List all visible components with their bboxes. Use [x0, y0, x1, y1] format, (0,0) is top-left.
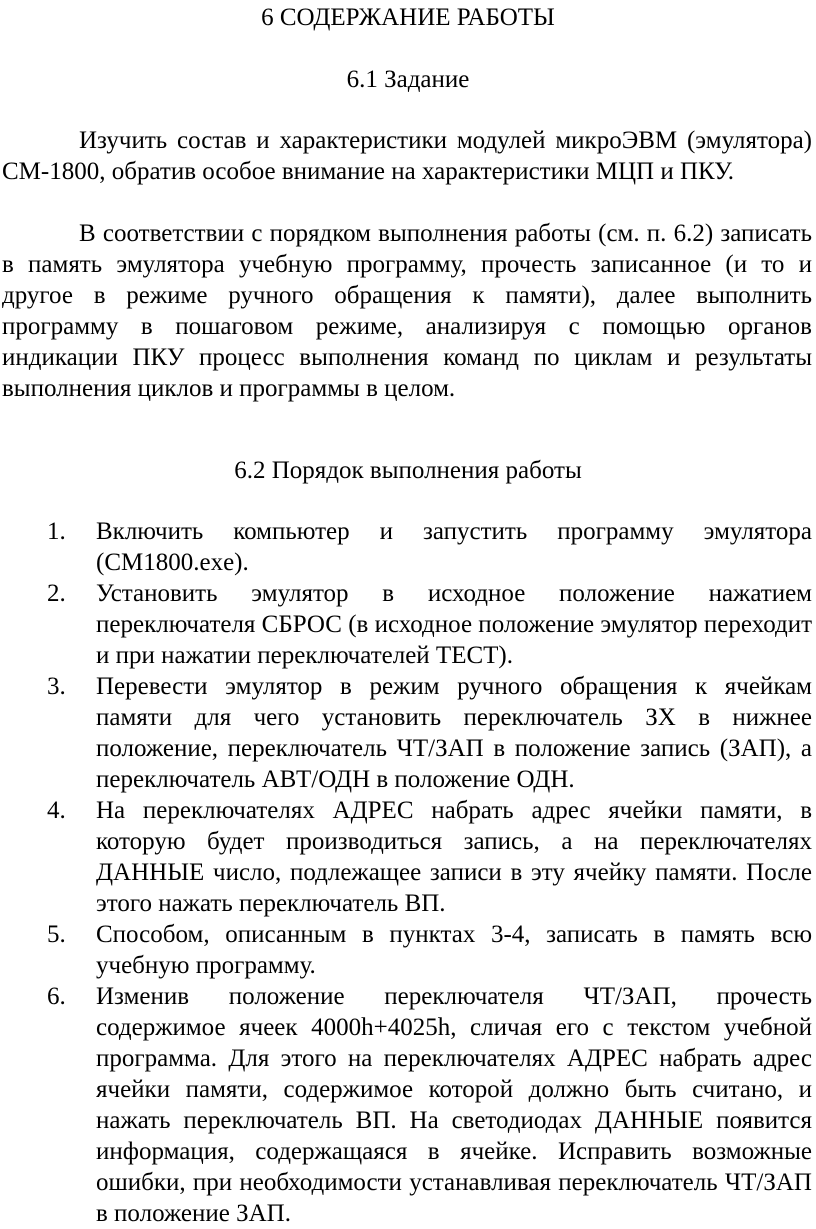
procedure-list: [0, 516, 816, 1229]
list-item-text: Установить эмулятор в исходное положение нажатием переключателя СБРОС (в исходное положение эмулятор переходит и при нажатии переключателей ТЕСТ).: [96, 580, 813, 669]
list-item-number: 5.: [47, 921, 66, 948]
list-item: [0, 919, 812, 981]
list-item: [0, 795, 812, 919]
list-item-text: Перевести эмулятор в режим ручного обращения к ячейкам памяти для чего установить переключатель ЗХ в нижнее положение, переключатель ЧТ/ЗАП в положение запись (ЗАП), а переключатель АВТ/ОДН в положение ОДН.: [96, 673, 812, 793]
list-item-number: 2.: [47, 580, 66, 607]
list-item-text: На переключателях АДРЕС набрать адрес ячейки памяти, в которую будет производиться запись, а на переключателях ДАННЫЕ число, подлежащее записи в эту ячейку памяти. После этого нажать переключатель ВП.: [96, 797, 812, 917]
list-item: [0, 578, 812, 671]
list-item: [0, 981, 812, 1229]
section-title: 6 СОДЕРЖАНИЕ РАБОТЫ: [261, 4, 555, 31]
procedure-title: 6.2 Порядок выполнения работы: [234, 457, 582, 484]
task-paragraph-2: В соответствии с порядком выполнения работы (см. п. 6.2) записать в память эмулятора учебную программу, прочесть записанное (и то и другое в режиме ручного обращения к памяти), далее выполнить программу в пошаговом режиме, анализируя с помощью органов индикации ПКУ процесс выполнения команд по циклам и результаты выполнения циклов и программы в целом.: [2, 220, 812, 402]
list-item-text: Способом, описанным в пунктах 3-4, записать в память всю учебную программу.: [96, 921, 812, 979]
list-item: [0, 516, 812, 578]
list-item: [0, 671, 812, 795]
task-paragraph-1: Изучить состав и характеристики модулей микроЭВМ (эмулятора) СМ-1800, обратив особое внимание на характеристики МЦП и ПКУ.: [2, 127, 812, 185]
list-item-number: 1.: [47, 518, 66, 545]
task-title: 6.1 Задание: [346, 66, 470, 93]
list-item-text: Изменив положение переключателя ЧТ/ЗАП, прочесть содержимое ячеек 4000h+4025h, сличая его с текстом учебной программа. Для этого на переключателях АДРЕС набрать адрес ячейки памяти, содержимое которой должно быть считано, и нажать переключатель ВП. На светодиодах ДАННЫЕ появится информация, содержащаяся в ячейке. Исправить возможные ошибки, при необходимости устанавливая переключатель ЧТ/ЗАП в положение ЗАП.: [96, 983, 812, 1227]
list-item-number: 4.: [47, 797, 66, 824]
list-item-number: 6.: [47, 983, 66, 1010]
list-item-text: Включить компьютер и запустить программу эмулятора (СМ1800.exe).: [96, 518, 812, 576]
list-item-number: 3.: [47, 673, 66, 700]
